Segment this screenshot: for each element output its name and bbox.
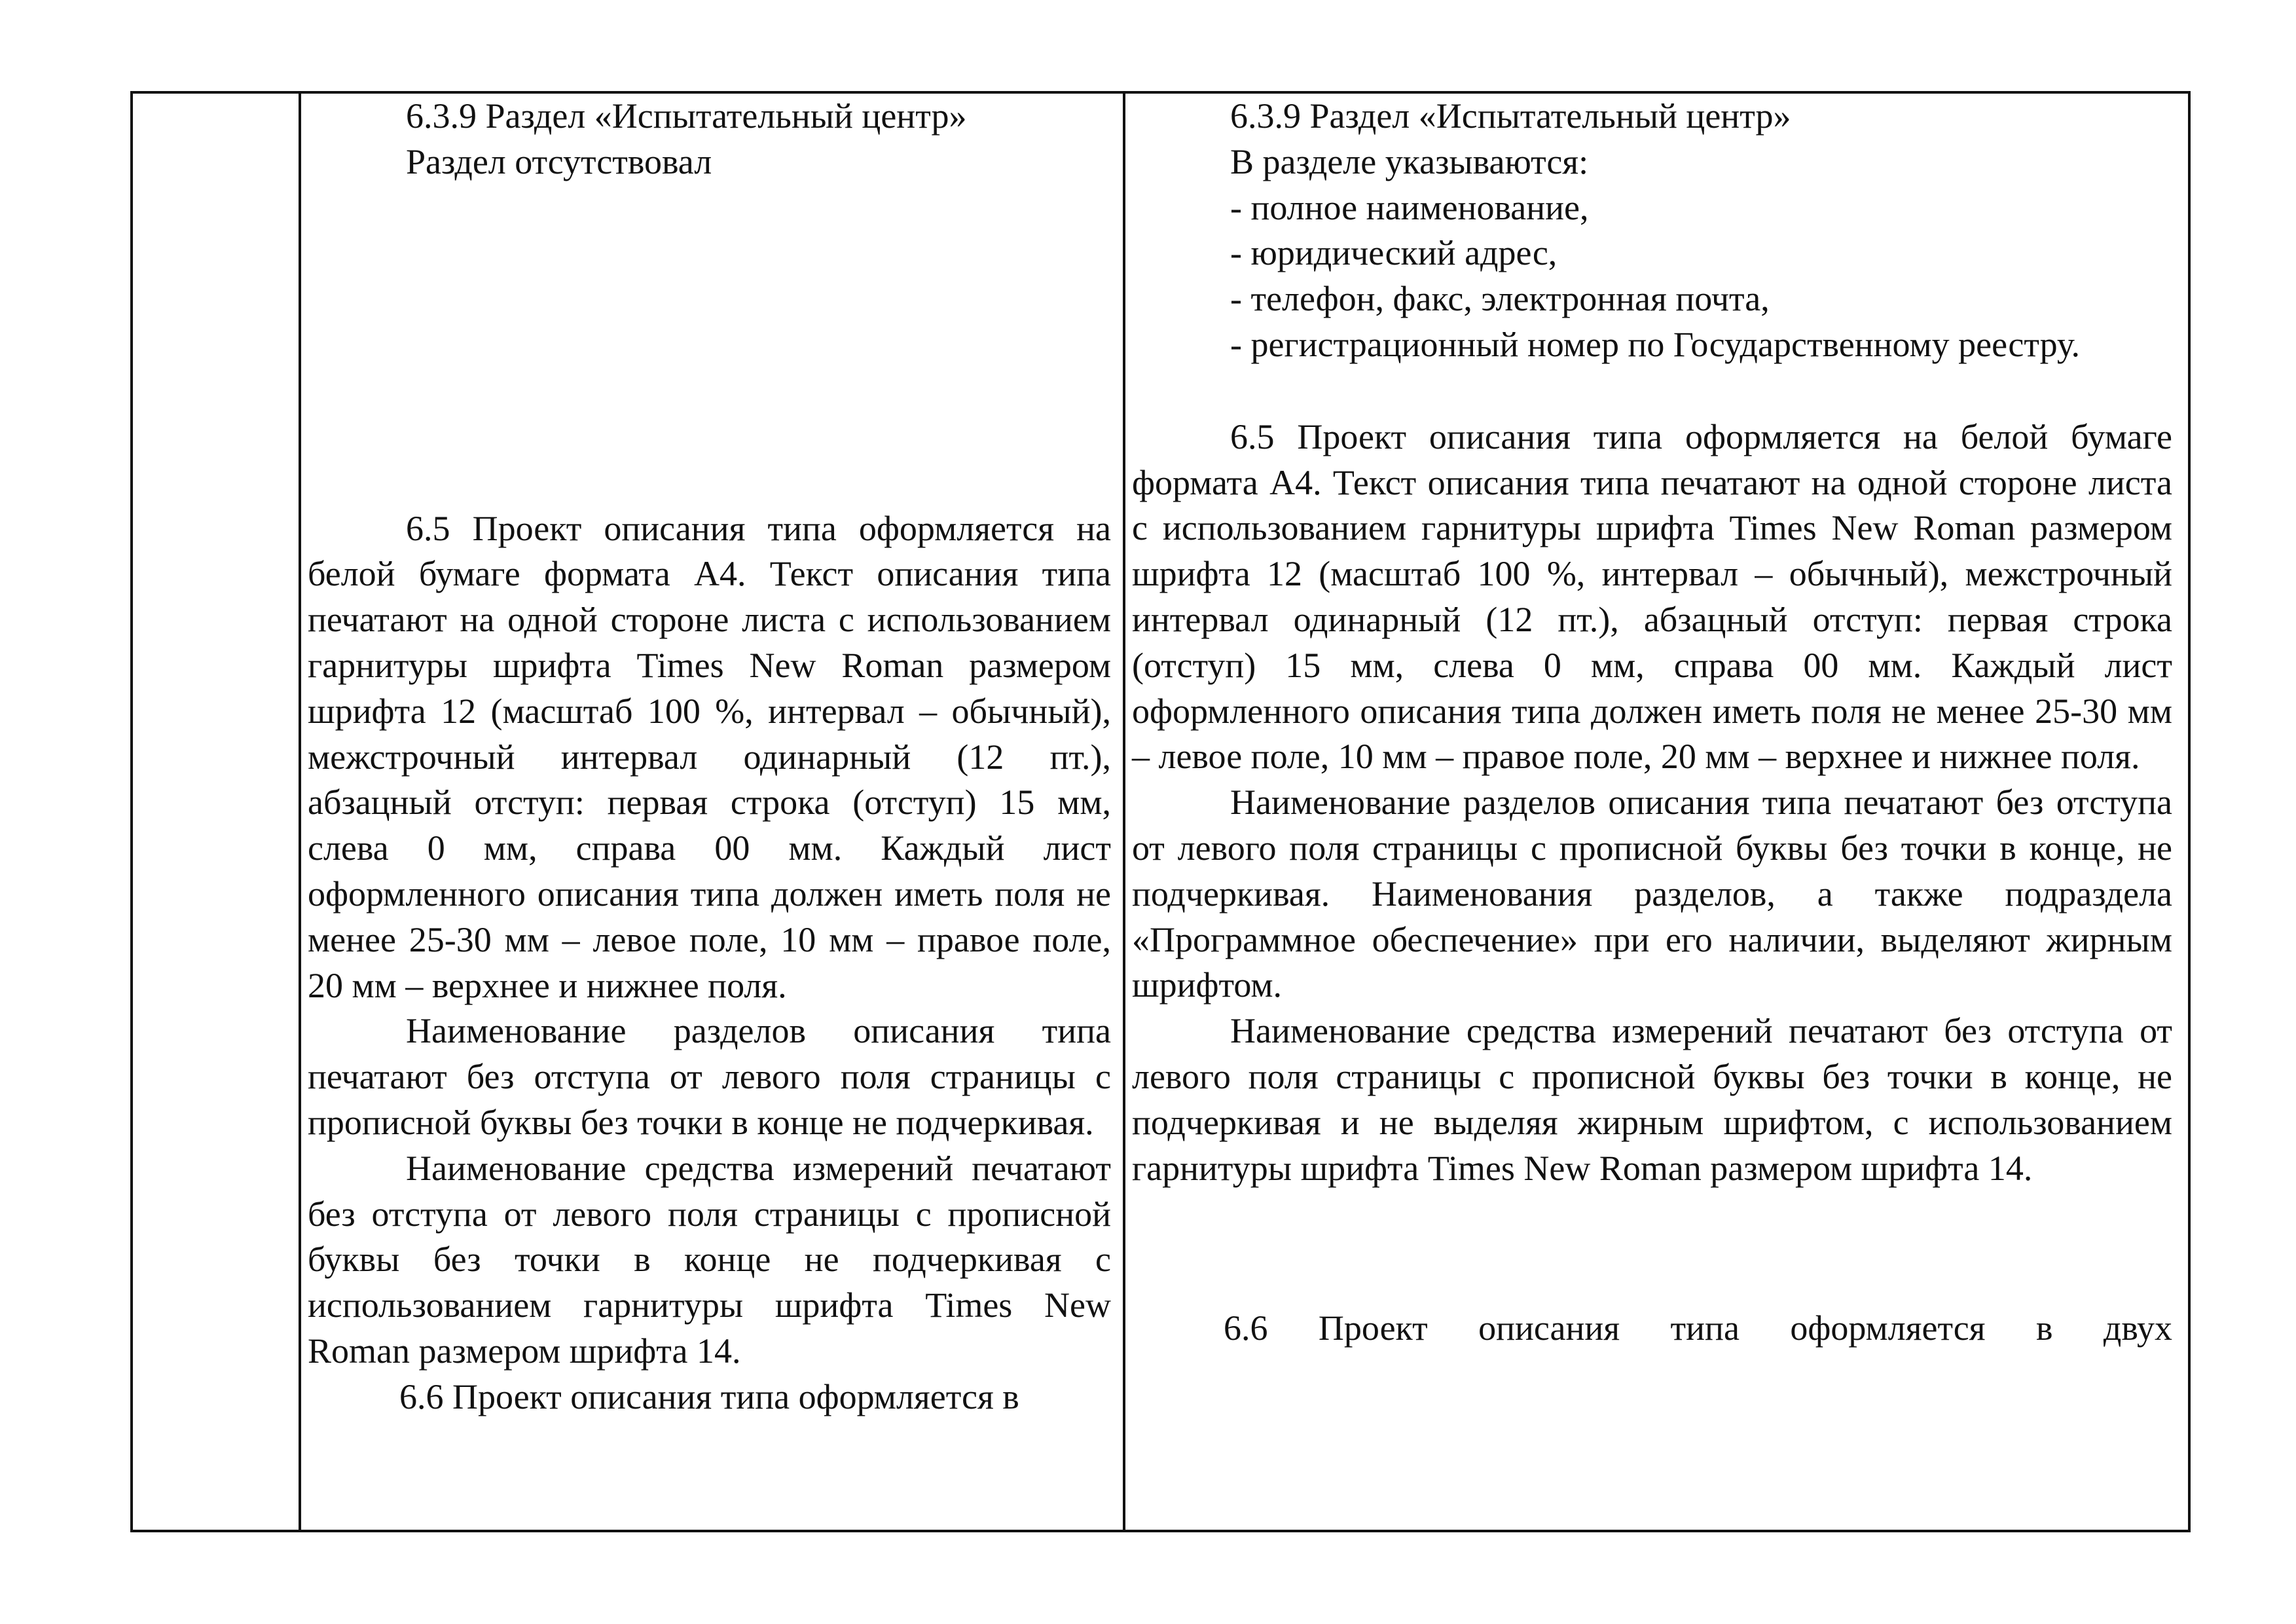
spacer [308, 185, 1111, 506]
list-item: - полное наименование, [1230, 187, 1589, 227]
new-paragraph-6-6: 6.6 Проект описания типа оформляется в двух [1224, 1308, 2172, 1348]
new-paragraph-instrument-name: Наименование средства измерений печатают без отступа от левого поля страницы с прописной буквы без точки в конце, не подчеркивая и не выделяя жирным шрифтом, с использованием гарнитуры шрифта Times New Roman размером шрифта 14. [1132, 1011, 2172, 1188]
spacer [1132, 1191, 2172, 1306]
spacer [1132, 368, 2172, 415]
old-text-column [301, 91, 1123, 1532]
new-paragraph-6-5: 6.5 Проект описания типа оформляется на белой бумаге формата А4. Текст описания типа печатают на одной стороне листа с использованием гарнитуры шрифта Times New Roman размером шрифта 12 (масштаб 100 %, интервал – обычный), межстрочный интервал одинарный (12 пт.), абзацный отступ: первая строка (отступ) 15 мм, слева 0 мм, справа 00 мм. Каждый лист оформленного описания типа должен иметь поля не менее 25-30 мм – левое поле, 10 мм – правое поле, 20 мм – верхнее и нижнее поля. [1132, 416, 2172, 777]
old-paragraph-6-5: 6.5 Проект описания типа оформляется на белой бумаге формата А4. Текст описания типа печатают на одной стороне листа с использованием гарнитуры шрифта Times New Roman размером шрифта 12 (масштаб 100 %, интервал – обычный), межстрочный интервал одинарный (12 пт.), абзацный отступ: первая строка (отступ) 15 мм, слева 0 мм, справа 00 мм. Каждый лист оформленного описания типа должен иметь поля не менее 25-30 мм – левое поле, 10 мм – правое поле, 20 мм – верхнее и нижнее поля. [308, 508, 1111, 1005]
new-text-column [1125, 91, 2188, 1532]
new-paragraph-section-names: Наименование разделов описания типа печатают без отступа от левого поля страницы с прописной буквы без точки в конце, не подчеркивая. Наименования разделов, а также подраздела «Программное обеспечение» при его наличии, выделяют жирным шрифтом. [1132, 783, 2172, 1005]
old-paragraph-section-names: Наименование разделов описания типа печатают без отступа от левого поля страницы с прописной буквы без точки в конце не подчеркивая. [308, 1011, 1111, 1142]
old-paragraph-instrument-name: Наименование средства измерений печатают без отступа от левого поля страницы с прописной буквы без точки в конце не подчеркивая с использованием гарнитуры шрифта Times New Roman размером шрифта 14. [308, 1148, 1111, 1371]
list-item: - телефон, факс, электронная почта, [1230, 279, 1770, 319]
list-item: - юридический адрес, [1230, 233, 1558, 273]
list-item-registration: - регистрационный номер по Государственному реестру. [1230, 324, 2081, 364]
old-section-heading: 6.3.9 Раздел «Испытательный центр» [406, 96, 967, 136]
new-section-intro: В разделе указываются: [1230, 141, 1589, 181]
old-section-note: Раздел отсутствовал [406, 141, 712, 181]
old-paragraph-6-6: 6.6 Проект описания типа оформляется в [399, 1376, 1019, 1416]
new-section-heading: 6.3.9 Раздел «Испытательный центр» [1230, 96, 1791, 136]
